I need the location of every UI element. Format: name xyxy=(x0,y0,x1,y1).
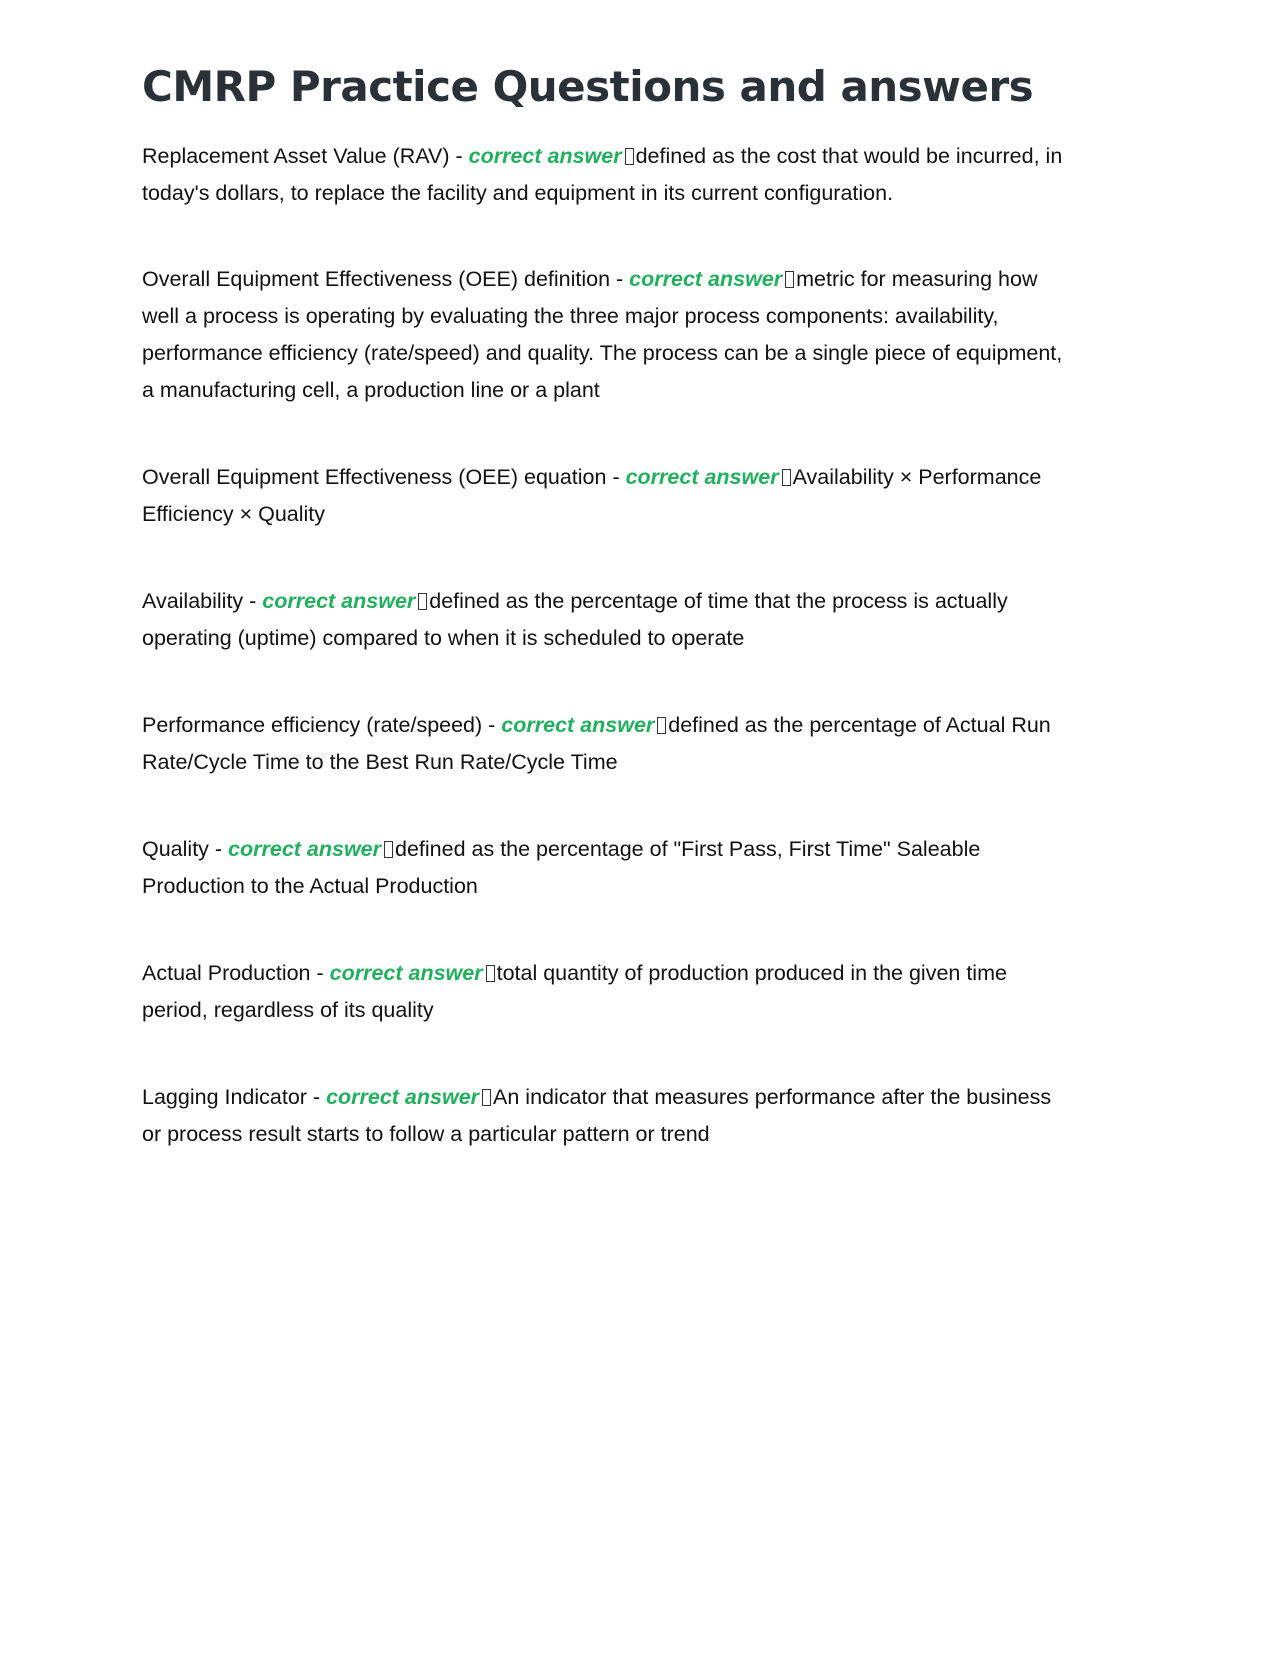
control-char-glyph xyxy=(625,148,634,165)
correct-answer-label: correct answer xyxy=(262,589,416,614)
qa-prompt: Lagging Indicator - xyxy=(142,1085,327,1110)
correct-answer-label: correct answer xyxy=(629,267,783,292)
correct-answer-label: correct answer xyxy=(329,961,483,986)
control-char-glyph xyxy=(785,271,794,288)
qa-item xyxy=(142,583,1072,657)
qa-item xyxy=(142,707,1072,781)
qa-prompt: Overall Equipment Effectiveness (OEE) equation - xyxy=(142,465,626,490)
qa-answer: An indicator that measures performance after the business or process result starts to follow a particular pattern or trend xyxy=(142,1085,1052,1147)
qa-prompt: Overall Equipment Effectiveness (OEE) definition - xyxy=(142,267,630,292)
correct-answer-label: correct answer xyxy=(501,713,655,738)
qa-answer: defined as the cost that would be incurred, in today's dollars, to replace the facility and equipment in its current configuration. xyxy=(142,143,1063,205)
control-char-glyph xyxy=(782,469,791,486)
qa-item xyxy=(142,955,1072,1029)
correct-answer-label: correct answer xyxy=(468,143,622,168)
qa-item xyxy=(142,459,1072,533)
correct-answer-label: correct answer xyxy=(326,1085,480,1110)
qa-prompt: Quality - xyxy=(142,837,229,862)
control-char-glyph xyxy=(482,1089,491,1106)
qa-answer: metric for measuring how well a process is operating by evaluating the three major process components: availability, performance efficiency (rate/speed) and quality. The process can be a single piece of equipment, a manufacturing cell, a production line or a plant xyxy=(142,267,1063,403)
qa-prompt: Actual Production - xyxy=(142,961,330,986)
qa-item xyxy=(142,261,1072,409)
control-char-glyph xyxy=(486,965,495,982)
qa-item xyxy=(142,1079,1072,1153)
qa-list xyxy=(142,138,1140,1153)
qa-answer: defined as the percentage of Actual Run Rate/Cycle Time to the Best Run Rate/Cycle Time xyxy=(142,713,1051,775)
page-title: CMRP Practice Questions and answers xyxy=(142,62,1034,111)
qa-answer: defined as the percentage of "First Pass, First Time" Saleable Production to the Actual Production xyxy=(142,837,981,899)
qa-answer: Availability × Performance Efficiency × Quality xyxy=(142,465,1042,527)
qa-prompt: Availability - xyxy=(142,589,263,614)
control-char-glyph xyxy=(418,593,427,610)
correct-answer-label: correct answer xyxy=(228,837,381,862)
qa-answer: defined as the percentage of time that the process is actually operating (uptime) compared to when it is scheduled to operate xyxy=(142,589,1008,651)
qa-answer: total quantity of production produced in the given time period, regardless of its quality xyxy=(142,961,1007,1023)
correct-answer-label: correct answer xyxy=(625,465,779,490)
control-char-glyph xyxy=(384,841,393,858)
qa-item xyxy=(142,831,1072,905)
control-char-glyph xyxy=(657,717,666,734)
qa-prompt: Performance efficiency (rate/speed) - xyxy=(142,713,502,738)
qa-item xyxy=(142,138,1072,212)
qa-prompt: Replacement Asset Value (RAV) - xyxy=(142,143,469,168)
